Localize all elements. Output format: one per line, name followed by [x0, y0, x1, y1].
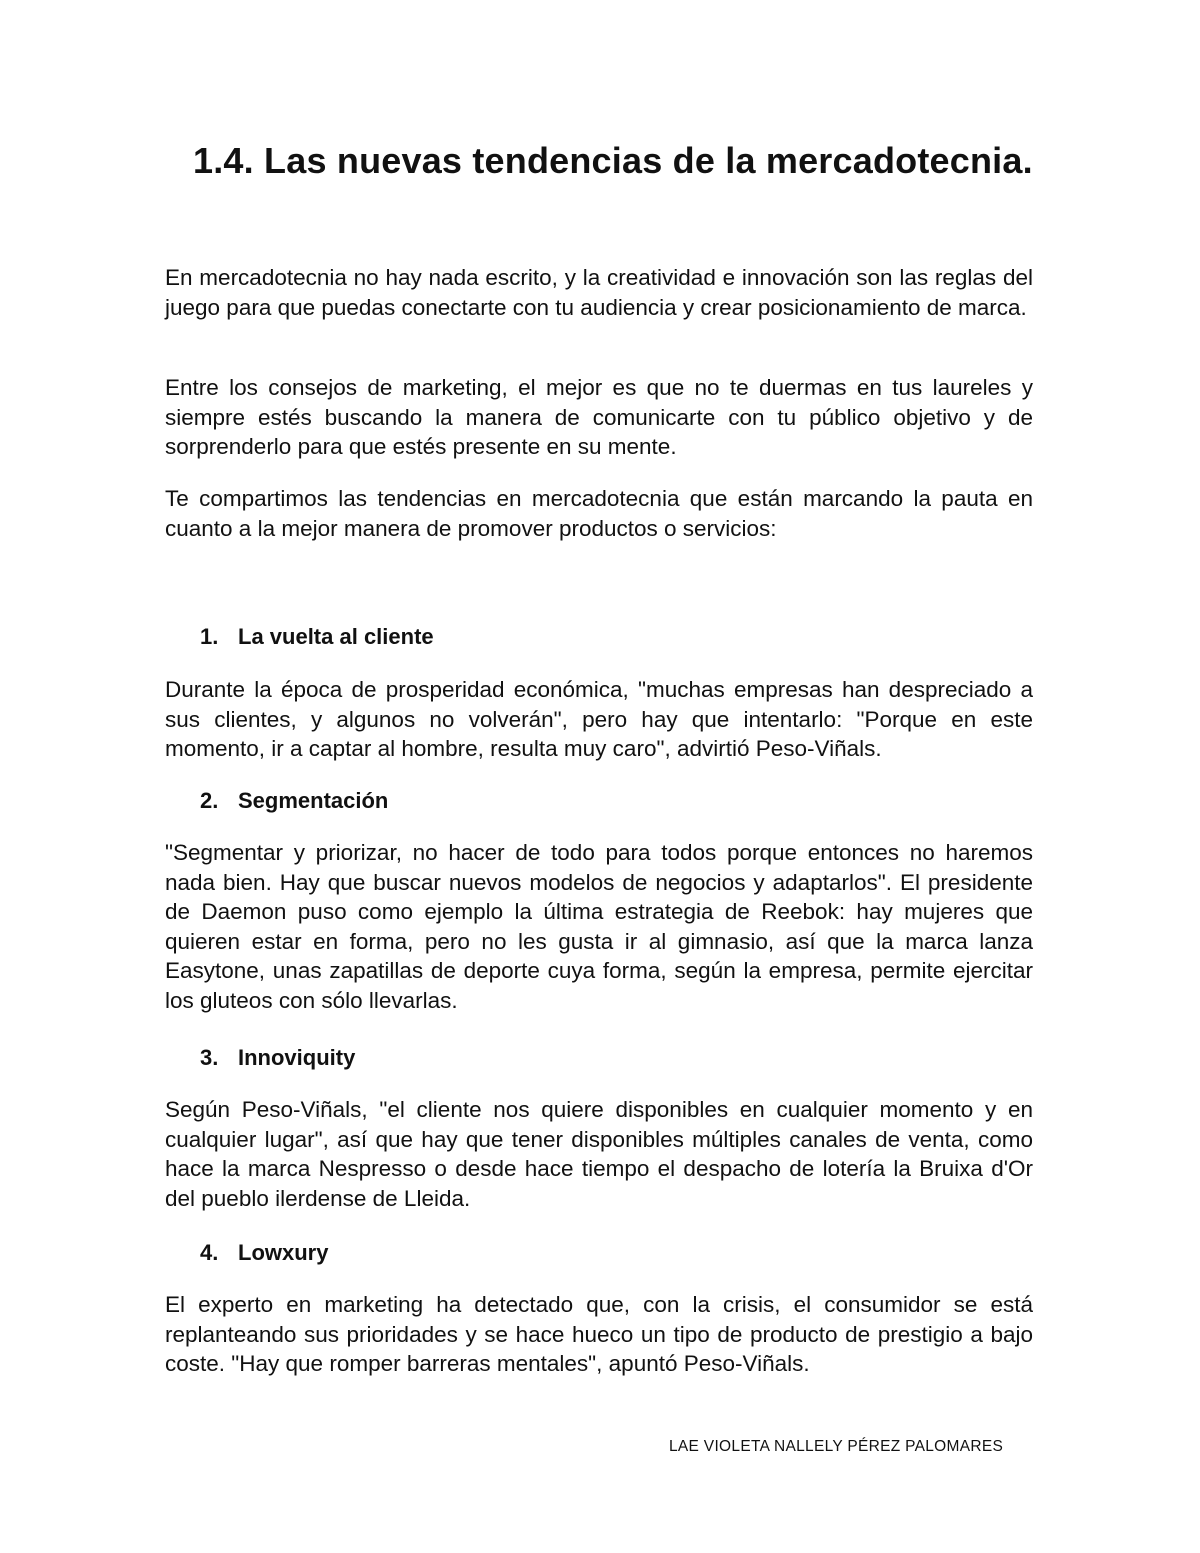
footer-author: LAE VIOLETA NALLELY PÉREZ PALOMARES [669, 1438, 1004, 1455]
section-text-2: "Segmentar y priorizar, no hacer de todo para todos porque entonces no haremos nada bien. Hay que buscar nuevos modelos de negocios y adaptarlos". El presidente de Daemon puso como ejemplo la última estrategia de Reebok: hay mujeres que quieren estar en forma, pero no les gusta ir al gimnasio, así que la marca lanza Easytone, unas zapatillas de deporte cuya forma, según la empresa, permite ejercitar los gluteos con sólo llevarlas. [165, 840, 1033, 1013]
intro-paragraph-1: En mercadotecnia no hay nada escrito, y la creatividad e innovación son las reglas del juego para que puedas conectarte con tu audiencia y crear posicionamiento de marca. [165, 265, 1033, 320]
section-text-3: Según Peso-Viñals, "el cliente nos quiere disponibles en cualquier momento y en cualquier lugar", así que hay que tener disponibles múltiples canales de venta, como hace la marca Nespresso o desde hace tiempo el despacho de lotería la Bruixa d'Or del pueblo ilerdense de Lleida. [165, 1097, 1033, 1211]
section-text-1: Durante la época de prosperidad económica, "muchas empresas han despreciado a sus clientes, y algunos no volverán", pero hay que intentarlo: "Porque en este momento, ir a captar al hombre, resulta muy caro", advirtió Peso-Viñals. [165, 677, 1033, 761]
section-heading-2 [200, 788, 388, 814]
section-number: 2. [200, 788, 219, 813]
section-title: Segmentación [238, 788, 389, 813]
section-number: 3. [200, 1045, 219, 1070]
section-heading-3 [200, 1045, 355, 1071]
section-number: 1. [200, 624, 219, 649]
section-text-4: El experto en marketing ha detectado que, con la crisis, el consumidor se está replanteando sus prioridades y se hace hueco un tipo de producto de prestigio a bajo coste. "Hay que romper barreras mentales", apuntó Peso-Viñals. [165, 1292, 1033, 1376]
intro-paragraph-3: Te compartimos las tendencias en mercadotecnia que están marcando la pauta en cuanto a la mejor manera de promover productos o servicios: [165, 486, 1033, 541]
section-heading-4 [200, 1240, 328, 1266]
page-title: 1.4. Las nuevas tendencias de la mercadotecnia. [193, 140, 1033, 181]
section-title: Innoviquity [238, 1045, 356, 1070]
section-number: 4. [200, 1240, 219, 1265]
section-title: La vuelta al cliente [238, 624, 434, 649]
section-heading-1 [200, 624, 434, 650]
section-title: Lowxury [238, 1240, 329, 1265]
intro-paragraph-2: Entre los consejos de marketing, el mejor es que no te duermas en tus laureles y siempre estés buscando la manera de comunicarte con tu público objetivo y de sorprenderlo para que estés presente en su mente. [165, 375, 1033, 459]
